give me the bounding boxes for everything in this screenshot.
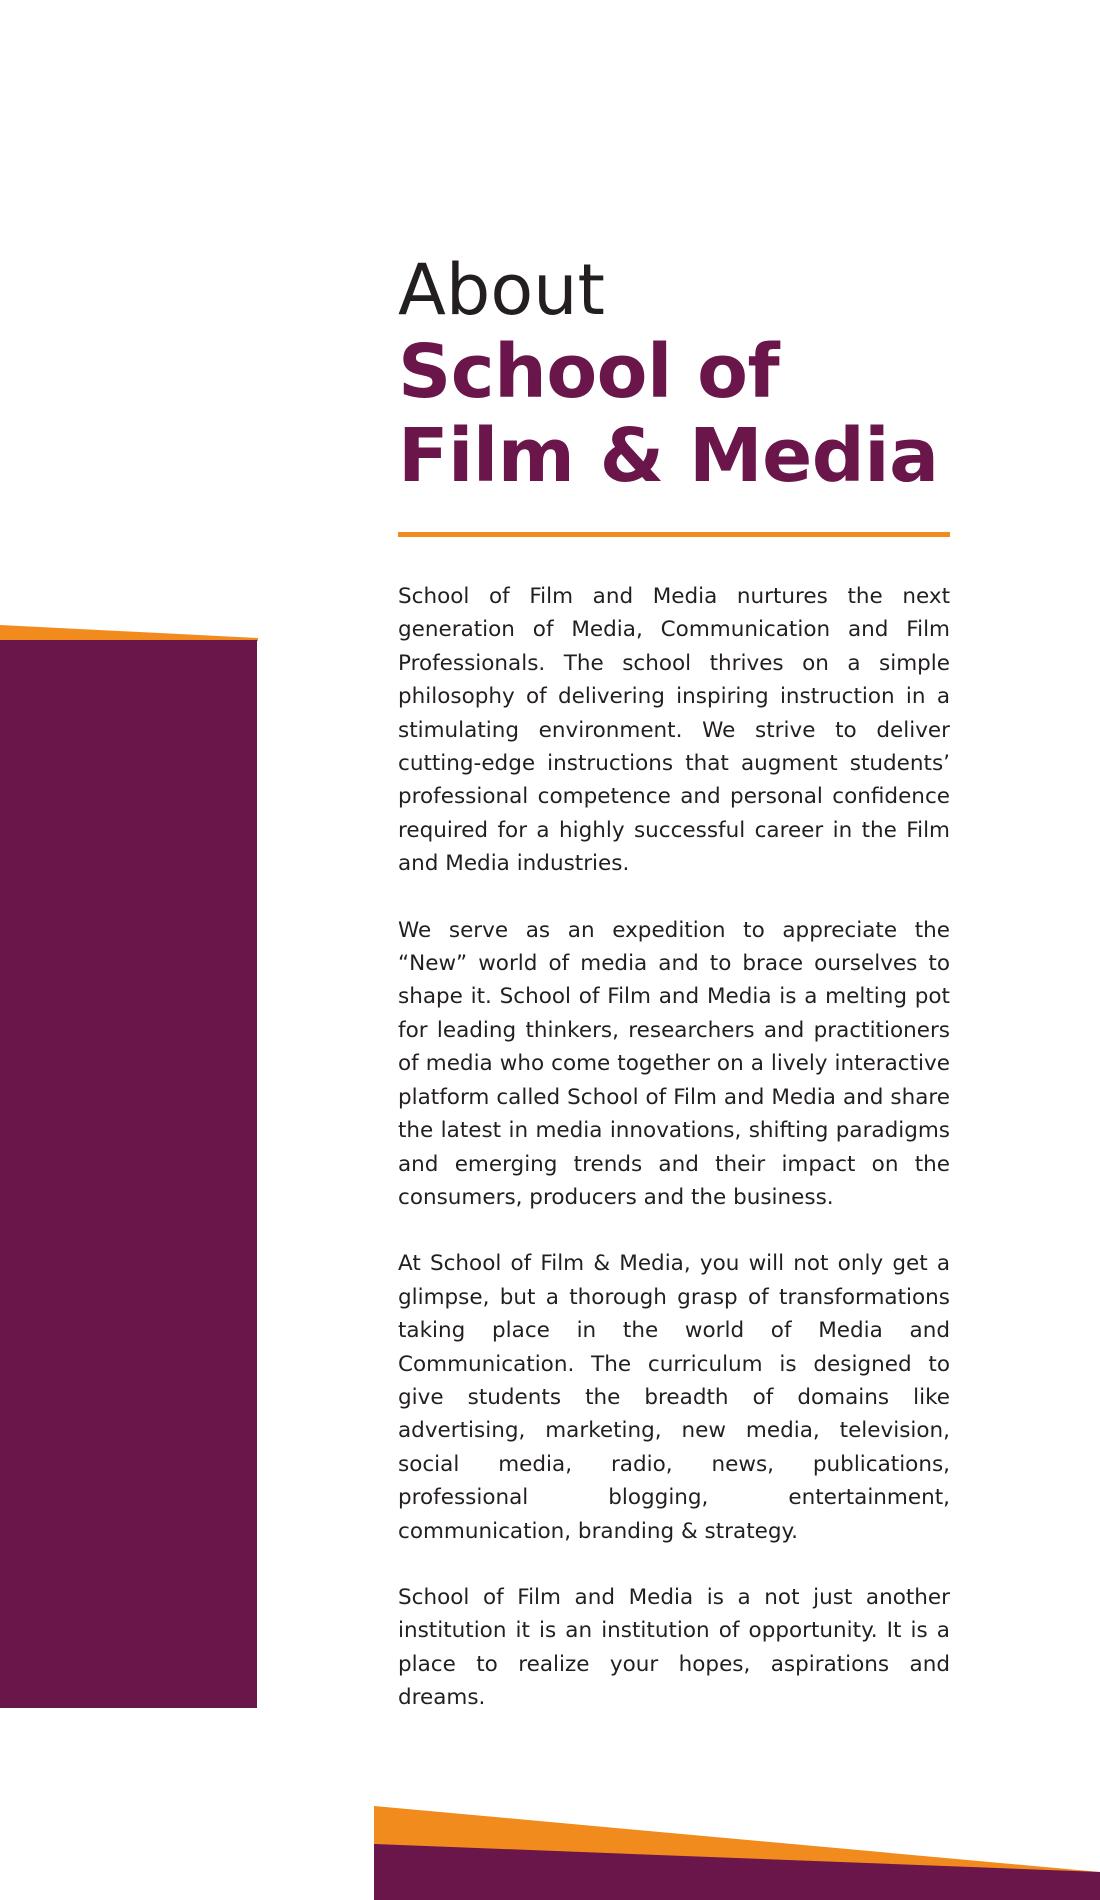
heading-title-line-2: Film & Media	[398, 413, 939, 499]
body-paragraph-4: School of Film and Media is a not just another institution it is an institution of opportunity. It is a place to realize your hopes, aspirations and dreams.	[398, 1584, 950, 1711]
left-orange-strip	[0, 625, 258, 641]
bottom-decorative-band	[374, 1806, 1100, 1900]
body-paragraph-1: School of Film and Media nurtures the next generation of Media, Communication and Film Professionals. The school thrives on a simple philosophy of delivering inspiring instruction in a stimulating environment. We strive to deliver cutting-edge instructions that augment students’ professional competence and personal confidence required for a highly successful career in the Film and Media industries.	[398, 584, 950, 877]
body-paragraph-2: We serve as an expedition to appreciate the “New” world of media and to brace ourselves to shape it. School of Film and Media is a melting pot for leading thinkers, researchers and practitioners of media who come together on a lively interactive platform called School of Film and Media and share the latest in media innovations, shifting paradigms and emerging trends and their impact on the consumers, producers and the business.	[398, 917, 950, 1210]
left-decorative-band	[0, 625, 258, 1708]
body-paragraph-3: At School of Film & Media, you will not only get a glimpse, but a thorough grasp of transformations taking place in the world of Media and Communication. The curriculum is designed to give students the breadth of domains like advertising, marketing, new media, television, social media, radio, news, publications, professional blogging, entertainment, communication, branding & strategy.	[398, 1251, 950, 1544]
about-body	[398, 580, 950, 1748]
heading-divider	[398, 532, 950, 537]
page-heading	[398, 250, 958, 498]
heading-title-line-1: School of	[398, 329, 780, 415]
left-purple-block	[0, 640, 257, 1708]
heading-about: About	[398, 249, 605, 331]
